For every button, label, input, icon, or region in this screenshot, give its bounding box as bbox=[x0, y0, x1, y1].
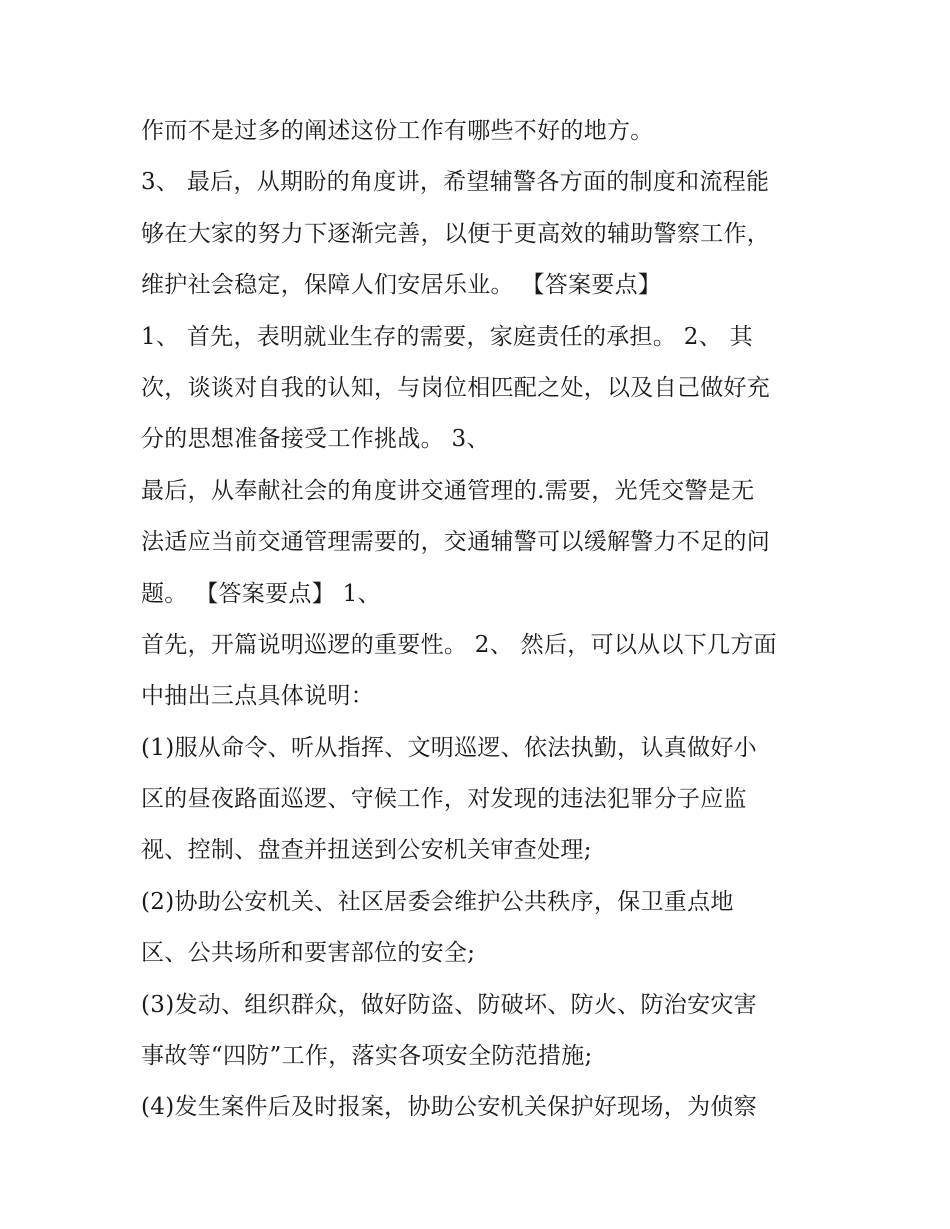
text-line: 3、 最后，从期盼的角度讲，希望辅警各方面的制度和流程能 bbox=[141, 169, 770, 196]
text-line: 最后，从奉献社会的角度讲交通管理的.需要，光凭交警是无 bbox=[141, 477, 755, 504]
text-line: (3)发动、组织群众，做好防盗、防破坏、防火、防治安灾害 bbox=[141, 991, 757, 1018]
text-line: 法适应当前交通管理需要的，交通辅警可以缓解警力不足的问 bbox=[141, 529, 771, 556]
text-line: 题。 【答案要点】 1、 bbox=[141, 580, 381, 607]
text-line: 中抽出三点具体说明： bbox=[141, 683, 374, 710]
text-line: 区、公共场所和要害部位的安全; bbox=[141, 940, 476, 967]
text-line: 首先，开篇说明巡逻的重要性。 2、 然后，可以从以下几方面 bbox=[141, 631, 777, 658]
text-line: (1)服从命令、听从指挥、文明巡逻、依法执勤，认真做好小 bbox=[141, 734, 757, 761]
text-line: 够在大家的努力下逐渐完善，以便于更高效的辅助警察工作， bbox=[141, 220, 771, 247]
text-line: 次，谈谈对自我的认知，与岗位相匹配之处，以及自己做好充 bbox=[141, 374, 771, 401]
text-line: 事故等“四防”工作，落实各项安全防范措施; bbox=[141, 1043, 593, 1070]
text-line: (2)协助公安机关、社区居委会维护公共秩序，保卫重点地 bbox=[141, 888, 734, 915]
text-line: 视、控制、盘查并扭送到公安机关审查处理; bbox=[141, 837, 592, 864]
text-line: 区的昼夜路面巡逻、守候工作，对发现的违法犯罪分子应监 bbox=[141, 786, 747, 813]
text-line: 作而不是过多的阐述这份工作有哪些不好的地方。 bbox=[141, 118, 654, 144]
text-line: 维护社会稳定，保障人们安居乐业。 【答案要点】 bbox=[141, 272, 662, 299]
document-body bbox=[141, 106, 831, 1134]
text-line: 1、 首先，表明就业生存的需要，家庭责任的承担。 2、 其 bbox=[141, 323, 753, 350]
text-line: (4)发生案件后及时报案，协助公安机关保护好现场，为侦察 bbox=[141, 1094, 757, 1121]
text-line: 分的思想准备接受工作挑战。 3、 bbox=[141, 426, 490, 453]
